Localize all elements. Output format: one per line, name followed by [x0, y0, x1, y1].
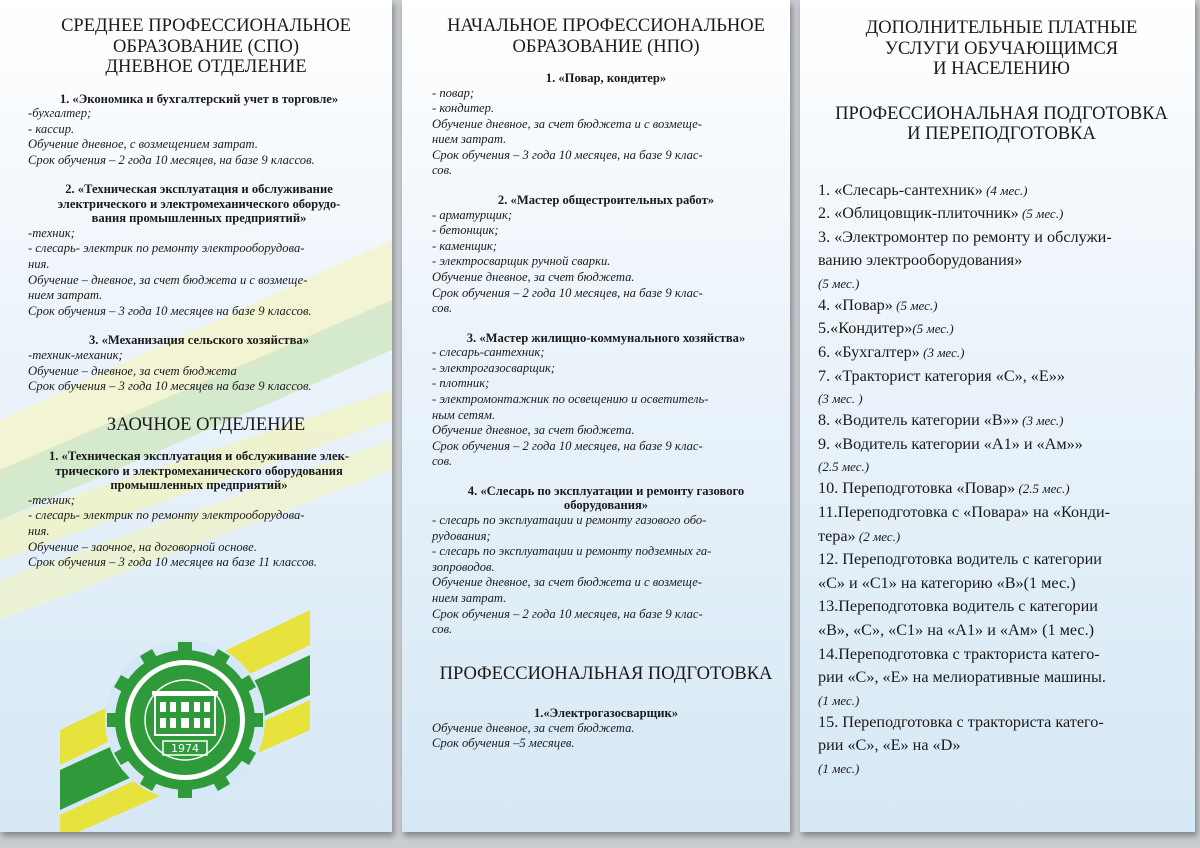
course-item — [818, 365, 1185, 389]
program-detail: -техник; — [28, 225, 75, 240]
course-name: 11.Переподготовка с «Повара» на «Конди- — [818, 503, 1111, 522]
course-item — [818, 317, 1185, 341]
course-name: 12. Переподготовка водитель с категории — [818, 550, 1102, 569]
program-title: 1.«Электрогазосварщик» — [533, 706, 679, 721]
course-item — [818, 226, 1185, 250]
program-title: 1. «Повар, кондитер» — [545, 71, 667, 85]
program-detail: ния. — [28, 523, 50, 538]
program-detail: Обучение дневное, за счет бюджета и с возмеще- — [432, 575, 702, 590]
course-item — [818, 619, 1185, 643]
course-duration: (1 мес.) — [818, 692, 860, 708]
course-item — [818, 249, 1185, 273]
program-detail: - электросварщик ручной сварки. — [432, 254, 611, 269]
program-detail: нием затрат. — [432, 590, 507, 605]
program-detail: -техник-механик; — [28, 347, 123, 362]
program-detail: ния. — [28, 257, 50, 272]
program-detail: Обучение дневное, за счет бюджета. — [432, 423, 635, 438]
program-title: 4. «Слесарь по эксплуатации и ремонту газового — [467, 483, 745, 498]
program-title: 1. «Техническая эксплуатация и обслуживание элек- — [48, 449, 350, 464]
program-detail: рудования; — [432, 528, 491, 543]
program-detail: Обучение – дневное, за счет бюджета и с возмеще- — [28, 272, 308, 287]
program-detail: - электрогазосварщик; — [432, 360, 556, 375]
course-duration: (5 мес.) — [892, 297, 938, 313]
course-name: 2. «Облицовщик-плиточник» — [818, 204, 1019, 223]
heading-line: ДНЕВНОЕ ОТДЕЛЕНИЕ — [105, 57, 307, 77]
program-detail: Обучение – дневное, за счет бюджета — [28, 363, 237, 378]
course-duration: (5 мес.) — [818, 275, 860, 291]
program-detail: - слесарь по эксплуатации и ремонту подземных га- — [432, 544, 712, 559]
course-duration: (3 мес. ) — [818, 391, 863, 407]
svg-text:1974: 1974 — [171, 742, 199, 755]
course-item — [818, 572, 1185, 596]
program-detail: сов. — [432, 163, 453, 178]
program-detail: Срок обучения – 2 года 10 месяцев, на базе 9 клас- — [432, 606, 703, 621]
program-item — [28, 449, 384, 570]
course-item — [818, 294, 1185, 318]
course-item — [818, 409, 1185, 433]
program-detail: - слесарь-сантехник; — [432, 345, 545, 360]
program-detail: нием затрат. — [432, 132, 507, 147]
course-duration: (2.5 мес.) — [818, 459, 870, 475]
heading-line: СРЕДНЕЕ ПРОФЕССИОНАЛЬНОЕ — [61, 16, 351, 36]
program-title: оборудования» — [563, 498, 649, 513]
heading-line: НАЧАЛЬНОЕ ПРОФЕССИОНАЛЬНОЕ — [447, 16, 765, 36]
course-name: «В», «С», «С1» на «А1» и «Ам» (1 мес.) — [818, 621, 1095, 639]
course-duration: (2.5 мес.) — [1015, 481, 1070, 497]
program-detail: -техник; — [28, 492, 75, 507]
heading-line: УСЛУГИ ОБУЧАЮЩИМСЯ — [884, 38, 1119, 59]
course-name: 14.Переподготовка с тракториста катего- — [818, 644, 1100, 663]
program-detail: - бетонщик; — [432, 223, 499, 238]
program-item — [432, 193, 780, 317]
program-detail: Срок обучения – 2 года 10 месяцев, на базе 9 клас- — [432, 285, 703, 300]
course-name: 4. «Повар» — [818, 295, 893, 314]
heading-line: ПРОФЕССИОНАЛЬНАЯ ПОДГОТОВКА — [835, 103, 1168, 124]
program-item — [432, 484, 780, 638]
course-name: 5.«Кондитер» — [818, 319, 913, 338]
course-name: «С» и «С1» на категорию «В»(1 мес.) — [818, 573, 1076, 592]
program-detail: - слесарь- электрик по ремонту электрооборудова- — [28, 241, 305, 256]
program-title: 2. «Техническая эксплуатация и обслуживание — [65, 182, 333, 197]
heading-line: И ПЕРЕПОДГОТОВКА — [907, 124, 1096, 144]
program-detail: Срок обучения – 2 года 10 месяцев, на базе 9 клас- — [432, 438, 703, 453]
course-name: 15. Переподготовка с тракториста катего- — [818, 712, 1104, 731]
course-item — [818, 477, 1185, 501]
course-item — [818, 179, 1185, 203]
program-item — [432, 706, 780, 752]
course-name: 9. «Водитель категории «А1» и «Ам»» — [818, 434, 1083, 453]
program-detail: - повар; — [432, 85, 475, 100]
program-detail: Срок обучения – 2 года 10 месяцев, на базе 9 классов. — [28, 152, 315, 167]
course-item — [818, 666, 1185, 690]
section-heading-prof-podgotovka: ПРОФЕССИОНАЛЬНАЯ ПОДГОТОВКА — [439, 663, 773, 684]
program-item — [28, 333, 384, 394]
course-duration: (1 мес.) — [818, 760, 860, 776]
course-name: рии «С», «Е» на «D» — [818, 736, 961, 755]
course-name: 13.Переподготовка водитель с категории — [818, 597, 1098, 616]
program-detail: сов. — [432, 454, 453, 469]
course-name: тера» — [818, 526, 856, 545]
panel-spo — [0, 0, 392, 832]
course-item — [818, 711, 1185, 735]
program-detail: Срок обучения – 3 года 10 месяцев на базе 9 классов. — [28, 379, 312, 394]
program-detail: сов. — [432, 622, 453, 637]
course-name: 1. «Слесарь-сантехник» — [818, 180, 983, 199]
program-detail: Обучение дневное, за счет бюджета и с возмеще- — [432, 116, 702, 131]
section-heading-zaochnoe: ЗАОЧНОЕ ОТДЕЛЕНИЕ — [106, 414, 306, 435]
program-detail: - слесарь по эксплуатации и ремонту газового обо- — [432, 512, 707, 527]
course-item — [818, 202, 1185, 226]
program-title: электрического и электромеханического оборудо- — [57, 196, 341, 211]
panel-npo — [402, 0, 790, 832]
course-item — [818, 734, 1185, 758]
course-item — [818, 341, 1185, 365]
course-name: рии «С», «Е» на мелиоративные машины. — [818, 668, 1106, 687]
heading-line: И НАСЕЛЕНИЮ — [933, 59, 1070, 79]
course-list — [818, 179, 1185, 779]
program-detail: Обучение дневное, за счет бюджета. — [432, 720, 635, 735]
course-item — [818, 595, 1185, 619]
section-heading-paid-services — [818, 18, 1185, 80]
program-detail: - электромонтажник по освещению и осветитель- — [432, 392, 709, 406]
program-title: 3. «Механизация сельского хозяйства» — [88, 333, 310, 348]
program-detail: Срок обучения –5 месяцев. — [432, 736, 575, 751]
section-heading-training — [818, 104, 1185, 145]
program-title: трического и электромеханического оборудования — [55, 463, 343, 478]
section-heading-npo — [432, 16, 780, 57]
program-detail: Обучение дневное, за счет бюджета. — [432, 269, 635, 284]
program-detail: ным сетям. — [432, 407, 496, 422]
course-item — [818, 501, 1185, 525]
course-name: 10. Переподготовка «Повар» — [818, 479, 1016, 498]
course-duration: (3 мес.) — [1018, 413, 1064, 429]
course-name: 8. «Водитель категории «В»» — [818, 411, 1019, 430]
course-duration: (5 мес.) — [912, 321, 954, 337]
program-title: промышленных предприятий» — [110, 478, 288, 493]
program-detail: - кассир. — [28, 121, 75, 136]
program-detail: зопроводов. — [432, 559, 495, 574]
program-item — [28, 182, 384, 319]
course-name: 6. «Бухгалтер» — [818, 343, 920, 362]
program-detail: Обучение дневное, с возмещением затрат. — [28, 137, 258, 152]
program-detail: Обучение – заочное, на договорной основе. — [28, 539, 257, 554]
program-item — [432, 71, 780, 179]
program-title: 2. «Мастер общестроительных работ» — [497, 193, 715, 208]
course-name: 7. «Тракторист категория «С», «Е»» — [818, 366, 1065, 385]
heading-line: ДОПОЛНИТЕЛЬНЫЕ ПЛАТНЫЕ — [865, 18, 1138, 38]
course-item — [818, 525, 1185, 549]
program-detail: сов. — [432, 301, 453, 316]
course-duration: (2 мес.) — [855, 528, 901, 544]
course-name: 3. «Электромонтер по ремонту и обслужи- — [818, 227, 1112, 246]
college-logo — [60, 600, 380, 832]
panel-paid-services — [800, 0, 1195, 832]
course-duration: (3 мес.) — [919, 345, 965, 361]
program-detail: Срок обучения – 3 года 10 месяцев, на базе 9 клас- — [432, 147, 703, 162]
course-item — [818, 548, 1185, 572]
heading-line: ОБРАЗОВАНИЕ (НПО) — [512, 36, 700, 57]
program-detail: -бухгалтер; — [28, 106, 92, 120]
program-title: вания промышленных предприятий» — [91, 211, 307, 226]
program-detail: Срок обучения – 3 года 10 месяцев на базе 9 классов. — [28, 303, 312, 318]
course-item — [818, 433, 1185, 457]
program-detail: - арматурщик; — [432, 207, 513, 222]
course-duration: (4 мес.) — [982, 182, 1028, 198]
program-title: 3. «Мастер жилищно-коммунального хозяйства» — [466, 330, 746, 345]
program-detail: - плотник; — [432, 376, 490, 391]
course-duration: (5 мес.) — [1018, 206, 1064, 222]
course-name: ванию электрооборудования» — [818, 251, 1023, 270]
program-item — [432, 331, 780, 470]
program-detail: Срок обучения – 3 года 10 месяцев на базе 11 классов. — [28, 555, 317, 570]
program-detail: - слесарь- электрик по ремонту электрооборудова- — [28, 508, 305, 523]
program-detail: - кондитер. — [432, 101, 495, 116]
program-detail: нием затрат. — [28, 288, 103, 303]
program-item — [28, 92, 384, 169]
program-detail: - каменщик; — [432, 238, 497, 253]
program-title: 1. «Экономика и бухгалтерский учет в торговле» — [59, 91, 339, 106]
heading-line: ОБРАЗОВАНИЕ (СПО) — [113, 36, 299, 57]
course-item — [818, 643, 1185, 667]
section-heading-spo — [28, 16, 384, 78]
